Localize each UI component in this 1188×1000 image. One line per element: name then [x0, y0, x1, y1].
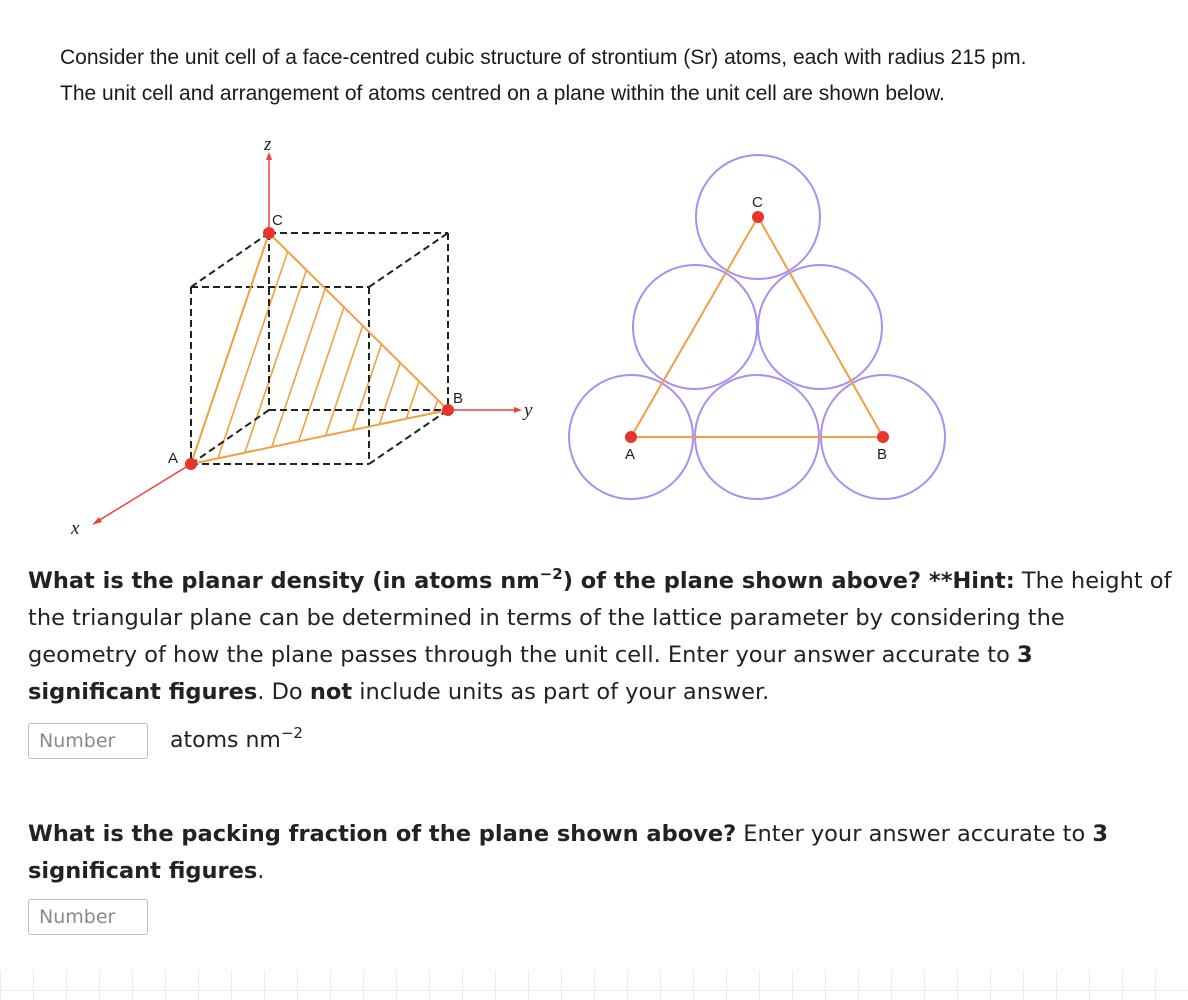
q2-text-1: Enter your answer accurate to — [736, 821, 1093, 847]
point-c-label-2d: C — [752, 194, 763, 211]
q2-text-2: . — [257, 858, 265, 884]
point-b-label-2d: B — [877, 446, 888, 463]
q2-bold-sig: 3 significant figures — [28, 821, 1109, 884]
planar-density-unit — [170, 723, 303, 759]
y-axis-label: y — [524, 400, 533, 421]
question-1-text — [28, 563, 1173, 711]
q1-bold-sig: 3 significant figures — [28, 642, 1033, 705]
point-c-marker-2d — [752, 211, 764, 223]
coordinate-axes — [92, 152, 522, 525]
z-axis-label: z — [264, 134, 272, 155]
planar-density-input[interactable] — [28, 723, 148, 759]
point-b-marker-2d — [877, 431, 889, 443]
intro-line-2: The unit cell and arrangement of atoms centred on a plane within the unit cell are shown below. — [60, 82, 945, 105]
x-axis-label: x — [71, 518, 80, 539]
point-a-label: A — [168, 450, 179, 467]
unit-text: atoms nm — [170, 728, 281, 753]
q1-text-3: include units as part of your answer. — [352, 679, 770, 705]
q2-bold-lead: What is the packing fraction of the plane shown above? — [28, 821, 737, 847]
unit-cell-diagram — [70, 134, 533, 539]
q1-bold-sup: −2 — [539, 565, 563, 583]
question-2-text — [28, 816, 1173, 890]
point-a-label-2d: A — [625, 446, 636, 463]
unit-sup: −2 — [280, 724, 303, 742]
q1-bold-not: not — [309, 679, 353, 705]
plane-triangle-outline — [191, 233, 448, 464]
point-b-label: B — [453, 390, 464, 407]
problem-statement — [60, 40, 1170, 112]
fcc-figure — [0, 120, 1000, 550]
q1-bold-tail: ) of the plane shown above? **Hint: — [562, 568, 1015, 594]
q1-bold-lead: What is the planar density (in atoms nm — [28, 568, 540, 594]
q1-text-1: The height of the triangular plane can be determined in terms of the lattice parameter by considering the geometry of how the plane passes through the unit cell. Enter your answer accurate to — [28, 568, 1172, 668]
intro-line-1: Consider the unit cell of a face-centred cubic structure of strontium (Sr) atoms, each with radius 215 pm. — [60, 46, 1027, 69]
close-packed-plane-diagram — [569, 155, 945, 499]
point-a-marker — [185, 458, 197, 470]
point-c-label: C — [272, 212, 283, 229]
point-a-marker-2d — [625, 431, 637, 443]
q1-text-2: . Do — [257, 679, 310, 705]
packing-fraction-input[interactable] — [28, 899, 148, 935]
